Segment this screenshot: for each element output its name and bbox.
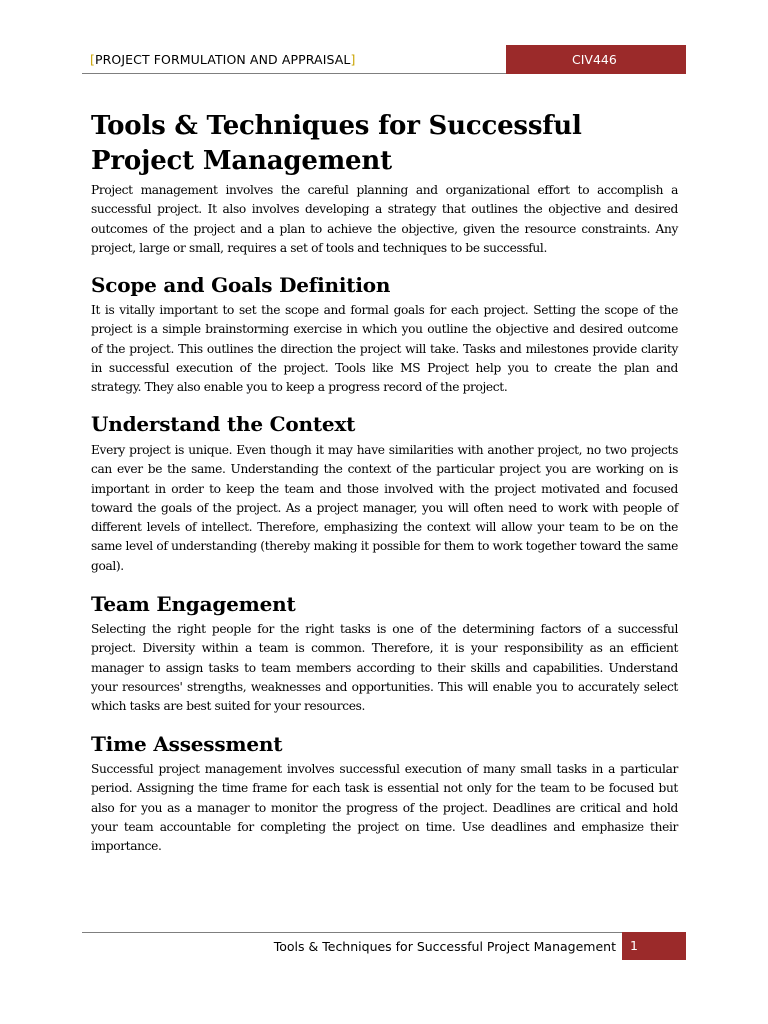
section-body-time: Successful project management involves successful execution of many small tasks in a particular period. Assigning the time frame for each task is essential not only for the team to be focused but also for you as a manager to monitor the progress of the project. Deadlines are critical and hold your team accountable for completing the project on time. Use deadlines and emphasize their importance. <box>91 762 678 854</box>
section-heading-team: Team Engagement <box>91 592 296 616</box>
footer-rule <box>82 932 622 933</box>
footer-title: Tools & Techniques for Successful Project Management <box>273 939 616 954</box>
header-bracket-close: ] <box>350 52 356 67</box>
header-bracket-open: [ <box>90 52 95 67</box>
document-title: Tools & Techniques for Successful Project Management <box>91 111 582 176</box>
section-heading-scope: Scope and Goals Definition <box>91 273 391 297</box>
section-heading-context: Understand the Context <box>91 412 356 436</box>
header-course-title-text: PROJECT FORMULATION AND APPRAISAL <box>94 52 351 67</box>
header-course-code: CIV446 <box>506 45 686 74</box>
section-body-context: Every project is unique. Even though it may have similarities with another project, no two projects can ever be the same. Understanding the context of the particular project you are working on is important in order to keep the team and those involved with the project motivated and focused toward the goals of the project. As a project manager, you will often need to work with people of different levels of intellect. Therefore, emphasizing the context will allow your team to be on the same level of understanding (thereby making it possible for them to work together toward the same goal). <box>91 443 678 573</box>
header-course-title <box>82 45 506 74</box>
page-footer <box>82 932 686 960</box>
page-header <box>82 45 686 75</box>
intro-paragraph: Project management involves the careful planning and organizational effort to accomplish a successful project. It also involves developing a strategy that outlines the objective and desired outcomes of the project and a plan to achieve the objective, given the resource constraints. Any project, large or small, requires a set of tools and techniques to be successful. <box>91 183 678 255</box>
section-body-scope: It is vitally important to set the scope and formal goals for each project. Setting the scope of the project is a simple brainstorming exercise in which you outline the objective and desired outcome of the project. This outlines the direction the project will take. Tasks and milestones provide clarity in successful execution of the project. Tools like MS Project help you to create the plan and strategy. They also enable you to keep a progress record of the project. <box>91 303 678 395</box>
section-body-team: Selecting the right people for the right tasks is one of the determining factors of a successful project. Diversity within a team is common. Therefore, it is your responsibility as an efficient manager to assign tasks to team members according to their skills and capabilities. Understand your resources' strengths, weaknesses and opportunities. This will enable you to accurately select which tasks are best suited for your resources. <box>91 622 678 714</box>
section-heading-time: Time Assessment <box>91 732 283 756</box>
page-number: 1 <box>622 932 686 960</box>
